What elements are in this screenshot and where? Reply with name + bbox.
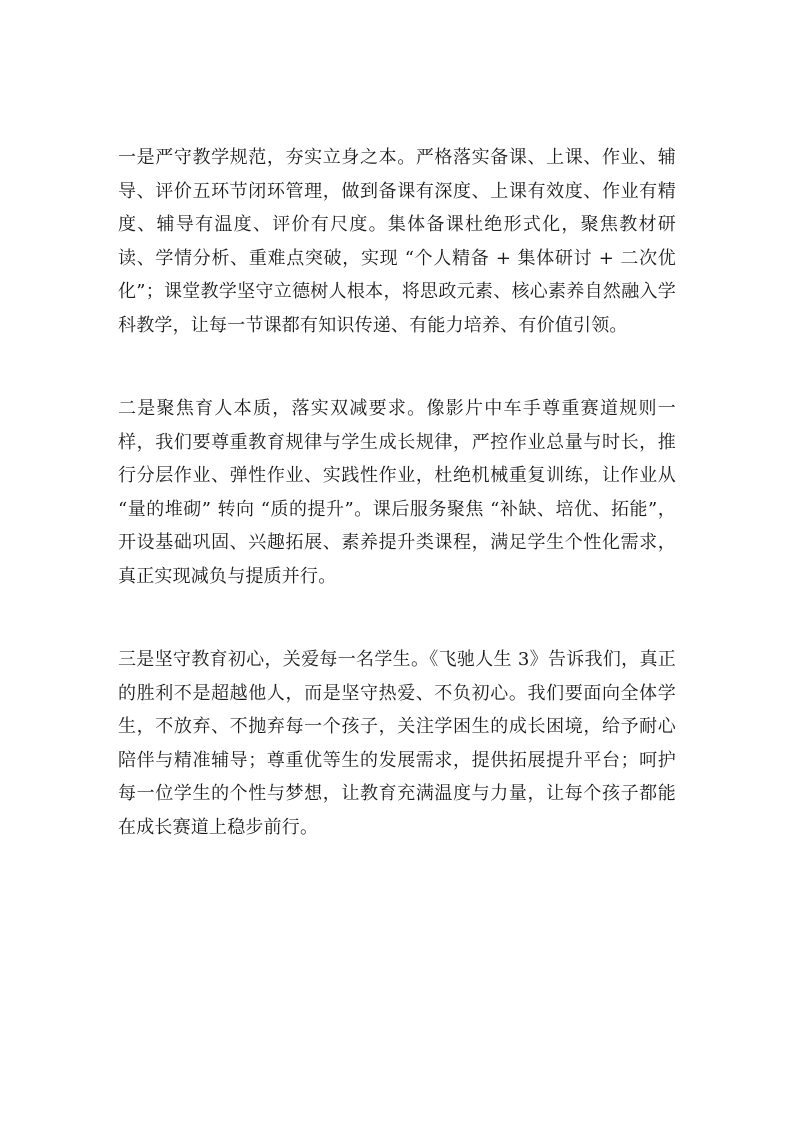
document-body <box>118 141 676 844</box>
paragraph-3: 三是坚守教育初心，关爱每一名学生。《飞驰人生 3》告诉我们，真正的胜利不是超越他人，而是坚守热爱、不负初心。我们要面向全体学生，不放弃、不抛弃每一个孩子，关注学困生的成长困境，给予耐心陪伴与精准辅导；尊重优等生的发展需求，提供拓展提升平台；呵护每一位学生的个性与梦想，让教育充满温度与力量，让每个孩子都能在成长赛道上稳步前行。 <box>118 649 676 838</box>
paragraph-2: 二是聚焦育人本质，落实双减要求。像影片中车手尊重赛道规则一样，我们要尊重教育规律与学生成长规律，严控作业总量与时长，推行分层作业、弹性作业、实践性作业，杜绝机械重复训练，让作业从 “量的堆砌” 转向 “质的提升”。课后服务聚焦 “补缺、培优、拓能”，开设基础巩固、兴趣拓展、素养提升类课程，满足学生个性化需求，真正实现减负与提质并行。 <box>118 398 676 587</box>
paragraph-1: 一是严守教学规范，夯实立身之本。严格落实备课、上课、作业、辅导、评价五环节闭环管理，做到备课有深度、上课有效度、作业有精度、辅导有温度、评价有尺度。集体备课杜绝形式化，聚焦教材研读、学情分析、重难点突破，实现 “个人精备 + 集体研讨 + 二次优化”；课堂教学坚守立德树人根本，将思政元素、核心素养自然融入学科教学，让每一节课都有知识传递、有能力培养、有价值引领。 <box>118 147 676 336</box>
